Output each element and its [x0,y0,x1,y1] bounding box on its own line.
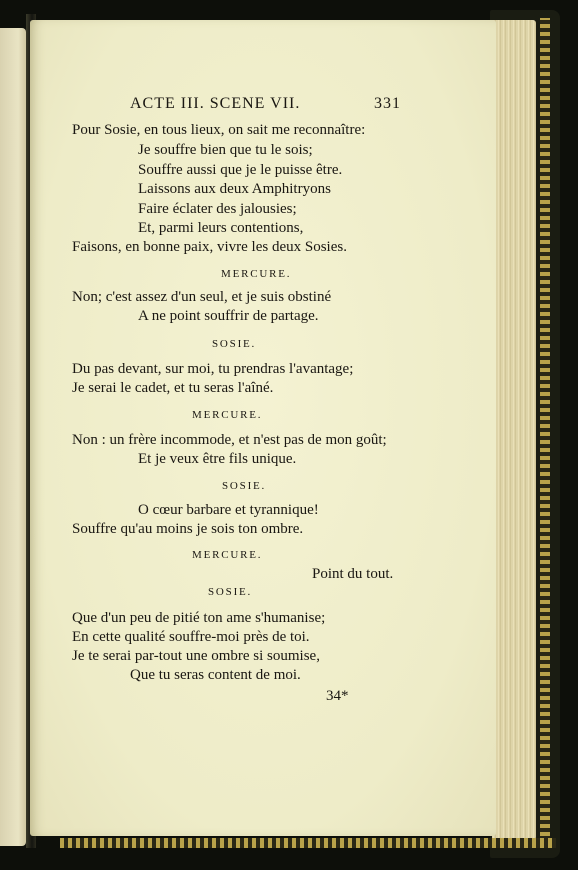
verse-line: Je serai le cadet, et tu seras l'aîné. [72,380,274,396]
verse-line: Je souffre bien que tu le sois; [138,142,313,158]
verse-line: Je te serai par-tout une ombre si soumise, [72,648,320,664]
gilt-border-right [540,18,550,844]
verse-line: Souffre aussi que je le puisse être. [138,162,343,178]
gilt-border-bottom [60,838,556,848]
verse-line: Non : un frère incommode, et n'est pas de mon goût; [72,432,387,448]
verse-line: Faisons, en bonne paix, vivre les deux Sosies. [72,239,347,255]
verse-line: Que d'un peu de pitié ton ame s'humanise; [72,610,326,626]
verse-line: O cœur barbare et tyrannique! [138,502,319,518]
speaker-name: SOSIE. [208,586,253,598]
book-page [30,20,496,836]
speaker-name: SOSIE. [222,480,267,492]
verse-line: Faire éclater des jalousies; [138,201,297,217]
verse-line: Et je veux être fils unique. [138,451,297,467]
verse-line: En cette qualité souffre-moi près de toi. [72,629,310,645]
speaker-name: MERCURE. [192,409,263,421]
verse-line: Du pas devant, sur moi, tu prendras l'avantage; [72,361,354,377]
speaker-name: MERCURE. [192,549,263,561]
left-page-edge [0,28,26,846]
verse-line: Non; c'est assez d'un seul, et je suis obstiné [72,289,332,305]
running-title: ACTE III. SCENE VII. [130,95,301,112]
signature-mark: 34* [326,688,349,704]
speaker-name: MERCURE. [221,268,292,280]
page-number: 331 [374,95,401,112]
verse-line: Souffre qu'au moins je sois ton ombre. [72,521,304,537]
verse-line: Et, parmi leurs contentions, [138,220,304,236]
verse-line: Pour Sosie, en tous lieux, on sait me reconnaître: [72,122,366,138]
verse-line: A ne point souffrir de partage. [138,308,319,324]
verse-line: Laissons aux deux Amphitryons [138,181,331,197]
page-edges [492,20,536,840]
verse-line: Que tu seras content de moi. [130,667,301,683]
verse-line: Point du tout. [312,566,394,582]
speaker-name: SOSIE. [212,338,257,350]
